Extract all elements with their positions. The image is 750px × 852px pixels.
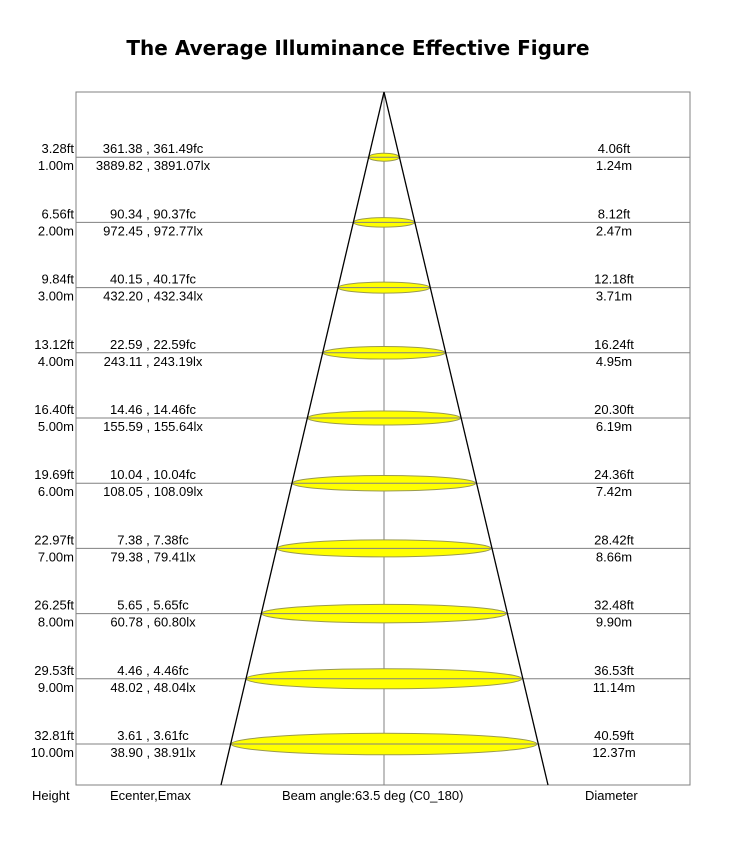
diameter-m-label: 2.47m (595, 223, 633, 239)
illuminance-lx-label: 79.38 , 79.41lx (110, 549, 196, 565)
height-ft-label: 13.12ft (34, 336, 74, 352)
illuminance-fc-label: 90.34 , 90.37fc (109, 206, 197, 222)
illuminance-fc-label: 4.46 , 4.46fc (117, 662, 189, 678)
diameter-ft-label: 24.36ft (594, 467, 634, 483)
height-ft-label: 19.69ft (34, 467, 74, 483)
height-m-label: 2.00m (37, 223, 74, 239)
illuminance-lx-label: 432.20 , 432.34lx (103, 288, 203, 304)
diameter-m-label: 1.24m (595, 158, 633, 174)
illuminance-lx-label: 155.59 , 155.64lx (103, 419, 203, 434)
diameter-m-label: 3.71m (595, 288, 633, 304)
height-ft-label: 3.28ft (41, 141, 74, 157)
illuminance-lx-label: 38.90 , 38.91lx (110, 745, 196, 760)
diameter-m-label: 4.95m (595, 353, 633, 369)
height-m-label: 6.00m (37, 484, 74, 500)
diameter-ft-label: 16.24ft (594, 336, 634, 352)
illuminance-lx-label: 3889.82 , 3891.07lx (95, 158, 211, 174)
diameter-m-label: 11.14m (592, 679, 636, 695)
height-ft-label: 26.25ft (34, 597, 74, 613)
illuminance-fc-label: 3.61 , 3.61fc (117, 728, 189, 743)
height-m-label: 8.00m (37, 614, 74, 630)
height-ft-label: 32.81ft (34, 728, 74, 743)
height-m-label: 4.00m (37, 353, 74, 369)
height-column-label: Height (32, 788, 70, 803)
illuminance-lx-label: 243.11 , 243.19lx (103, 353, 203, 369)
diameter-ft-label: 32.48ft (594, 597, 634, 613)
diameter-m-label: 12.37m (592, 745, 636, 760)
diameter-ft-label: 40.59ft (594, 728, 634, 743)
illuminance-lx-label: 972.45 , 972.77lx (103, 223, 203, 239)
diameter-ft-label: 4.06ft (597, 141, 631, 157)
height-ft-label: 29.53ft (34, 662, 74, 678)
height-ft-label: 9.84ft (41, 271, 74, 287)
chart-title: The Average Illuminance Effective Figure (126, 36, 590, 60)
illuminance-fc-label: 5.65 , 5.65fc (117, 597, 189, 613)
diameter-ft-label: 12.18ft (594, 271, 634, 287)
height-m-label: 9.00m (37, 679, 74, 695)
height-ft-label: 16.40ft (34, 402, 74, 417)
ecenter-column-label: Ecenter,Emax (110, 788, 191, 803)
illuminance-lx-label: 48.02 , 48.04lx (110, 679, 196, 695)
illuminance-lx-label: 60.78 , 60.80lx (110, 614, 196, 630)
illuminance-fc-label: 361.38 , 361.49fc (102, 141, 204, 157)
illuminance-fc-label: 22.59 , 22.59fc (109, 336, 197, 352)
illuminance-fc-label: 14.46 , 14.46fc (109, 402, 197, 417)
height-m-label: 3.00m (37, 288, 74, 304)
diameter-ft-label: 20.30ft (594, 402, 634, 417)
height-m-label: 5.00m (37, 419, 74, 434)
illuminance-fc-label: 40.15 , 40.17fc (109, 271, 197, 287)
diameter-column-label: Diameter (585, 788, 638, 803)
illuminance-fc-label: 7.38 , 7.38fc (117, 532, 189, 548)
diameter-ft-label: 8.12ft (597, 206, 631, 222)
height-ft-label: 6.56ft (41, 206, 74, 222)
height-m-label: 10.00m (30, 745, 74, 760)
diameter-m-label: 9.90m (595, 614, 633, 630)
illuminance-fc-label: 10.04 , 10.04fc (109, 467, 197, 483)
diameter-m-label: 6.19m (595, 419, 633, 434)
beam-angle-label: Beam angle:63.5 deg (C0_180) (282, 788, 464, 803)
illuminance-lx-label: 108.05 , 108.09lx (103, 484, 203, 500)
height-m-label: 1.00m (37, 158, 74, 174)
height-m-label: 7.00m (37, 549, 74, 565)
diameter-m-label: 8.66m (595, 549, 633, 565)
height-ft-label: 22.97ft (34, 532, 74, 548)
diameter-m-label: 7.42m (595, 484, 633, 500)
diameter-ft-label: 28.42ft (594, 532, 634, 548)
diameter-ft-label: 36.53ft (594, 662, 634, 678)
